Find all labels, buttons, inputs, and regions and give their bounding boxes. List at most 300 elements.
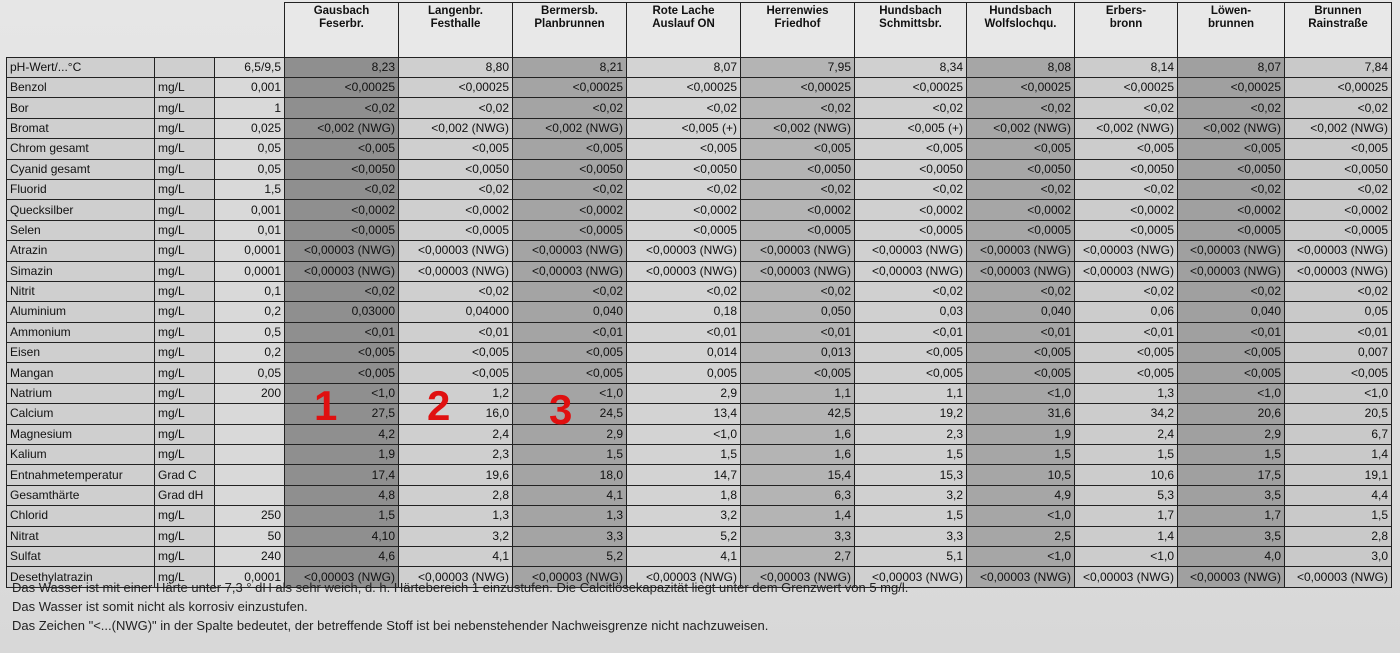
value-cell: 7,84	[1285, 58, 1392, 78]
value-cell: <0,00003 (NWG)	[741, 241, 855, 261]
unit-cell: mg/L	[155, 139, 215, 159]
value-cell: 0,04000	[399, 302, 513, 322]
value-cell: <0,00025	[855, 78, 967, 98]
value-cell: <0,0005	[1285, 220, 1392, 240]
value-cell: 0,014	[627, 343, 741, 363]
unit-cell: mg/L	[155, 445, 215, 465]
value-cell: 1,5	[1285, 506, 1392, 526]
value-cell: <0,0050	[399, 159, 513, 179]
value-cell: <0,005	[1285, 139, 1392, 159]
value-cell: <0,00003 (NWG)	[285, 241, 399, 261]
limit-value: 200	[215, 383, 285, 403]
value-cell: <0,00003 (NWG)	[285, 261, 399, 281]
value-cell: <0,00003 (NWG)	[399, 261, 513, 281]
table-row	[7, 241, 1392, 261]
table-row	[7, 546, 1392, 566]
value-cell: <0,02	[285, 98, 399, 118]
column-header-line1: Bermersb.	[541, 5, 598, 17]
value-cell: 6,3	[741, 485, 855, 505]
value-cell: 1,5	[855, 506, 967, 526]
table-row	[7, 118, 1392, 138]
unit-cell: mg/L	[155, 546, 215, 566]
limit-value	[215, 404, 285, 424]
value-cell: 1,5	[855, 445, 967, 465]
value-cell: 8,23	[285, 58, 399, 78]
column-header-line1: Hundsbach	[879, 5, 942, 17]
table-row	[7, 383, 1392, 403]
value-cell: 18,0	[513, 465, 627, 485]
value-cell: 1,4	[1285, 445, 1392, 465]
value-cell: 3,2	[399, 526, 513, 546]
value-cell: 8,21	[513, 58, 627, 78]
limit-value	[215, 465, 285, 485]
value-cell: 0,005	[627, 363, 741, 383]
column-header-line1: Rote Lache	[652, 5, 715, 17]
value-cell: 0,06	[1075, 302, 1178, 322]
value-cell: 8,14	[1075, 58, 1178, 78]
value-cell: <0,02	[399, 179, 513, 199]
column-header	[1285, 3, 1392, 58]
table-row	[7, 159, 1392, 179]
value-cell: <0,02	[627, 98, 741, 118]
red-marker-3: 3	[549, 386, 573, 433]
value-cell: <0,0050	[1075, 159, 1178, 179]
column-header-line1: Löwen-	[1210, 5, 1252, 17]
header-row	[7, 3, 1392, 58]
value-cell: <0,00003 (NWG)	[1178, 567, 1285, 587]
table-row	[7, 526, 1392, 546]
value-cell: 4,1	[627, 546, 741, 566]
value-cell: 3,2	[627, 506, 741, 526]
value-cell: <0,002 (NWG)	[967, 118, 1075, 138]
water-analysis-table	[6, 2, 1392, 588]
parameter-name: Chlorid	[7, 506, 155, 526]
value-cell: 10,5	[967, 465, 1075, 485]
value-cell: <0,0002	[741, 200, 855, 220]
value-cell: <0,005	[967, 363, 1075, 383]
value-cell: <0,0005	[1178, 220, 1285, 240]
table-row	[7, 302, 1392, 322]
value-cell: <0,005	[513, 139, 627, 159]
parameter-name: Bor	[7, 98, 155, 118]
value-cell: <0,0050	[513, 159, 627, 179]
unit-cell: mg/L	[155, 363, 215, 383]
value-cell: <0,005	[855, 363, 967, 383]
unit-cell	[155, 58, 215, 78]
value-cell: 0,040	[967, 302, 1075, 322]
value-cell: 6,7	[1285, 424, 1392, 444]
value-cell: <0,00025	[627, 78, 741, 98]
value-cell: <0,0005	[513, 220, 627, 240]
value-cell: 2,3	[855, 424, 967, 444]
limit-value: 1	[215, 98, 285, 118]
value-cell: <0,02	[967, 281, 1075, 301]
parameter-name: Benzol	[7, 78, 155, 98]
value-cell: <0,00025	[1178, 78, 1285, 98]
parameter-name: Quecksilber	[7, 200, 155, 220]
value-cell: <0,0050	[741, 159, 855, 179]
value-cell: <0,00003 (NWG)	[1178, 261, 1285, 281]
limit-value: 0,05	[215, 363, 285, 383]
value-cell: <0,00003 (NWG)	[627, 567, 741, 587]
value-cell: <0,0002	[285, 200, 399, 220]
value-cell: 2,7	[741, 546, 855, 566]
value-cell: <0,005	[399, 343, 513, 363]
column-header	[1178, 3, 1285, 58]
value-cell: 2,8	[1285, 526, 1392, 546]
value-cell: <0,01	[1285, 322, 1392, 342]
value-cell: <0,005	[741, 363, 855, 383]
value-cell: 1,7	[1075, 506, 1178, 526]
parameter-name: Natrium	[7, 383, 155, 403]
column-header-line2: Auslauf ON	[652, 18, 715, 30]
table-row	[7, 465, 1392, 485]
value-cell: <0,01	[399, 322, 513, 342]
value-cell: <0,00003 (NWG)	[967, 261, 1075, 281]
value-cell: 19,1	[1285, 465, 1392, 485]
value-cell: 14,7	[627, 465, 741, 485]
table-row	[7, 200, 1392, 220]
value-cell: <1,0	[513, 383, 627, 403]
column-header	[513, 3, 627, 58]
value-cell: <0,005	[513, 343, 627, 363]
value-cell: <0,02	[1178, 281, 1285, 301]
column-header-line1: Brunnen	[1314, 5, 1362, 17]
value-cell: <0,00003 (NWG)	[967, 241, 1075, 261]
value-cell: <1,0	[967, 546, 1075, 566]
value-cell: <0,002 (NWG)	[741, 118, 855, 138]
table-row	[7, 343, 1392, 363]
value-cell: <0,005	[285, 139, 399, 159]
value-cell: 2,4	[399, 424, 513, 444]
value-cell: <1,0	[627, 424, 741, 444]
parameter-name: Mangan	[7, 363, 155, 383]
parameter-name: Entnahmetemperatur	[7, 465, 155, 485]
column-header-line2: Schmittsbr.	[879, 18, 942, 30]
value-cell: <0,00003 (NWG)	[741, 261, 855, 281]
column-header-line1: Langenbr.	[428, 5, 483, 17]
value-cell: 5,2	[627, 526, 741, 546]
table-row	[7, 261, 1392, 281]
red-marker-1: 1	[314, 382, 338, 429]
value-cell: <0,02	[285, 179, 399, 199]
value-cell: <0,0005	[741, 220, 855, 240]
parameter-name: Calcium	[7, 404, 155, 424]
value-cell: <0,00003 (NWG)	[1285, 567, 1392, 587]
value-cell: <0,0050	[1285, 159, 1392, 179]
parameter-name: Nitrat	[7, 526, 155, 546]
value-cell: 1,4	[1075, 526, 1178, 546]
column-header-line2: Friedhof	[774, 18, 821, 30]
footnotes	[12, 578, 908, 635]
value-cell: 0,040	[513, 302, 627, 322]
parameter-name: Desethylatrazin	[7, 567, 155, 587]
unit-cell: mg/L	[155, 118, 215, 138]
limit-value: 0,1	[215, 281, 285, 301]
value-cell: <0,02	[1178, 179, 1285, 199]
unit-cell: mg/L	[155, 281, 215, 301]
value-cell: 3,5	[1178, 526, 1285, 546]
limit-value: 0,05	[215, 159, 285, 179]
value-cell: <1,0	[1075, 546, 1178, 566]
value-cell: <0,02	[513, 98, 627, 118]
column-header-line2: bronn	[1109, 18, 1143, 30]
value-cell: 3,0	[1285, 546, 1392, 566]
limit-value: 6,5/9,5	[215, 58, 285, 78]
value-cell: <1,0	[1178, 383, 1285, 403]
limit-value: 240	[215, 546, 285, 566]
value-cell: <0,02	[1075, 98, 1178, 118]
value-cell: <0,00003 (NWG)	[1285, 241, 1392, 261]
value-cell: <1,0	[967, 506, 1075, 526]
value-cell: 5,1	[855, 546, 967, 566]
value-cell: <0,00025	[741, 78, 855, 98]
value-cell: <0,01	[855, 322, 967, 342]
value-cell: <0,02	[855, 98, 967, 118]
value-cell: <0,005	[285, 343, 399, 363]
value-cell: <0,01	[285, 322, 399, 342]
value-cell: <0,0002	[1178, 200, 1285, 220]
value-cell: <0,005	[513, 363, 627, 383]
value-cell: <0,02	[855, 179, 967, 199]
value-cell: <0,02	[741, 98, 855, 118]
value-cell: 1,3	[1075, 383, 1178, 403]
unit-cell: mg/L	[155, 241, 215, 261]
limit-value: 0,0001	[215, 567, 285, 587]
unit-cell: mg/L	[155, 78, 215, 98]
value-cell: <0,00003 (NWG)	[285, 567, 399, 587]
value-cell: 1,5	[285, 506, 399, 526]
value-cell: 1,5	[1075, 445, 1178, 465]
value-cell: <0,005	[399, 363, 513, 383]
unit-cell: mg/L	[155, 261, 215, 281]
value-cell: <0,0002	[967, 200, 1075, 220]
value-cell: 1,5	[513, 445, 627, 465]
value-cell: <0,005	[855, 343, 967, 363]
value-cell: 4,10	[285, 526, 399, 546]
value-cell: <0,005	[967, 139, 1075, 159]
limit-value: 0,01	[215, 220, 285, 240]
value-cell: <0,01	[741, 322, 855, 342]
value-cell: 1,5	[1178, 445, 1285, 465]
table-row	[7, 220, 1392, 240]
value-cell: 4,1	[399, 546, 513, 566]
value-cell: 0,007	[1285, 343, 1392, 363]
unit-cell: mg/L	[155, 322, 215, 342]
unit-cell: mg/L	[155, 424, 215, 444]
limit-value: 0,0001	[215, 261, 285, 281]
value-cell: 34,2	[1075, 404, 1178, 424]
limit-value: 0,2	[215, 343, 285, 363]
value-cell: <0,00025	[285, 78, 399, 98]
value-cell: <0,005	[1075, 343, 1178, 363]
limit-value: 0,001	[215, 200, 285, 220]
value-cell: <0,002 (NWG)	[513, 118, 627, 138]
unit-cell: mg/L	[155, 567, 215, 587]
unit-cell: mg/L	[155, 506, 215, 526]
column-header	[1075, 3, 1178, 58]
unit-cell: mg/L	[155, 343, 215, 363]
value-cell: 27,5	[285, 404, 399, 424]
parameter-name: Cyanid gesamt	[7, 159, 155, 179]
value-cell: 4,2	[285, 424, 399, 444]
value-cell: 1,1	[741, 383, 855, 403]
table-row	[7, 139, 1392, 159]
value-cell: 1,4	[741, 506, 855, 526]
limit-value: 0,5	[215, 322, 285, 342]
value-cell: <0,0002	[513, 200, 627, 220]
value-cell: <0,005	[399, 139, 513, 159]
value-cell: 1,2	[399, 383, 513, 403]
table-row	[7, 281, 1392, 301]
value-cell: <0,002 (NWG)	[1178, 118, 1285, 138]
value-cell: 2,5	[967, 526, 1075, 546]
value-cell: 4,4	[1285, 485, 1392, 505]
value-cell: 8,07	[627, 58, 741, 78]
value-cell: <0,0002	[1075, 200, 1178, 220]
note-nwg: Das Zeichen "<...(NWG)" in der Spalte bedeutet, der betreffende Stoff ist bei nebenstehender Nachweisgrenze nicht nachzuweisen.	[12, 618, 769, 633]
value-cell: 8,80	[399, 58, 513, 78]
value-cell: <0,00003 (NWG)	[513, 241, 627, 261]
value-cell: 10,6	[1075, 465, 1178, 485]
unit-cell: mg/L	[155, 200, 215, 220]
value-cell: 2,8	[399, 485, 513, 505]
value-cell: 0,040	[1178, 302, 1285, 322]
limit-value	[215, 424, 285, 444]
value-cell: 8,34	[855, 58, 967, 78]
parameter-name: Fluorid	[7, 179, 155, 199]
table-row	[7, 78, 1392, 98]
value-cell: <0,02	[513, 179, 627, 199]
value-cell: 1,5	[967, 445, 1075, 465]
value-cell: <1,0	[285, 383, 399, 403]
red-marker-2: 2	[427, 382, 451, 429]
value-cell: 1,3	[513, 506, 627, 526]
value-cell: 2,9	[627, 383, 741, 403]
value-cell: <0,02	[1285, 98, 1392, 118]
value-cell: <0,005	[627, 139, 741, 159]
value-cell: <0,0005	[1075, 220, 1178, 240]
value-cell: <0,00003 (NWG)	[1285, 261, 1392, 281]
value-cell: <0,02	[967, 179, 1075, 199]
value-cell: 0,05	[1285, 302, 1392, 322]
value-cell: <0,0002	[1285, 200, 1392, 220]
value-cell: <0,002 (NWG)	[1075, 118, 1178, 138]
value-cell: 4,1	[513, 485, 627, 505]
value-cell: <0,0050	[285, 159, 399, 179]
value-cell: 17,5	[1178, 465, 1285, 485]
column-header	[741, 3, 855, 58]
value-cell: 7,95	[741, 58, 855, 78]
value-cell: 19,2	[855, 404, 967, 424]
value-cell: <0,005	[1285, 363, 1392, 383]
table-row	[7, 404, 1392, 424]
value-cell: <0,00003 (NWG)	[513, 261, 627, 281]
value-cell: 3,3	[513, 526, 627, 546]
value-cell: 15,3	[855, 465, 967, 485]
table-row	[7, 179, 1392, 199]
value-cell: 1,9	[967, 424, 1075, 444]
table-row	[7, 424, 1392, 444]
table-row	[7, 58, 1392, 78]
value-cell: 0,03	[855, 302, 967, 322]
unit-cell: mg/L	[155, 302, 215, 322]
parameter-name: Atrazin	[7, 241, 155, 261]
value-cell: <0,00003 (NWG)	[741, 567, 855, 587]
value-cell: <0,0050	[967, 159, 1075, 179]
value-cell: 17,4	[285, 465, 399, 485]
unit-cell: mg/L	[155, 383, 215, 403]
limit-value: 0,001	[215, 78, 285, 98]
column-header	[627, 3, 741, 58]
value-cell: <0,00003 (NWG)	[399, 241, 513, 261]
value-cell: 0,050	[741, 302, 855, 322]
column-header-line2: Feserbr.	[319, 18, 364, 30]
value-cell: 16,0	[399, 404, 513, 424]
value-cell: 2,9	[513, 424, 627, 444]
value-cell: 20,6	[1178, 404, 1285, 424]
value-cell: 2,4	[1075, 424, 1178, 444]
value-cell: 8,07	[1178, 58, 1285, 78]
parameter-name: Eisen	[7, 343, 155, 363]
value-cell: <0,00003 (NWG)	[855, 261, 967, 281]
value-cell: 19,6	[399, 465, 513, 485]
value-cell: <0,02	[285, 281, 399, 301]
table-row	[7, 506, 1392, 526]
value-cell: <0,0002	[399, 200, 513, 220]
value-cell: 15,4	[741, 465, 855, 485]
value-cell: <0,02	[627, 281, 741, 301]
value-cell: <0,00003 (NWG)	[1178, 241, 1285, 261]
value-cell: <0,0002	[855, 200, 967, 220]
value-cell: <0,0050	[627, 159, 741, 179]
value-cell: <0,005	[967, 343, 1075, 363]
value-cell: <0,02	[967, 98, 1075, 118]
value-cell: 31,6	[967, 404, 1075, 424]
value-cell: <0,02	[513, 281, 627, 301]
value-cell: 1,6	[741, 424, 855, 444]
parameter-name: Kalium	[7, 445, 155, 465]
value-cell: <0,0005	[855, 220, 967, 240]
value-cell: 4,9	[967, 485, 1075, 505]
value-cell: <0,02	[1285, 179, 1392, 199]
value-cell: 24,5	[513, 404, 627, 424]
column-header-line1: Gausbach	[313, 5, 370, 17]
limit-value: 0,0001	[215, 241, 285, 261]
limit-value: 0,2	[215, 302, 285, 322]
limit-value	[215, 445, 285, 465]
value-cell: 4,6	[285, 546, 399, 566]
unit-cell: mg/L	[155, 159, 215, 179]
value-cell: <0,0002	[627, 200, 741, 220]
parameter-name: Simazin	[7, 261, 155, 281]
column-header-line1: Erbers-	[1105, 5, 1147, 17]
value-cell: 1,6	[741, 445, 855, 465]
value-cell: 13,4	[627, 404, 741, 424]
value-cell: 20,5	[1285, 404, 1392, 424]
limit-value: 50	[215, 526, 285, 546]
limit-value: 250	[215, 506, 285, 526]
value-cell: <0,00003 (NWG)	[855, 241, 967, 261]
value-cell: <0,02	[627, 179, 741, 199]
value-cell: <0,0005	[967, 220, 1075, 240]
value-cell: <0,02	[741, 281, 855, 301]
table-row	[7, 445, 1392, 465]
value-cell: 4,8	[285, 485, 399, 505]
value-cell: 5,2	[513, 546, 627, 566]
value-cell: <0,01	[513, 322, 627, 342]
value-cell: <0,00003 (NWG)	[627, 261, 741, 281]
